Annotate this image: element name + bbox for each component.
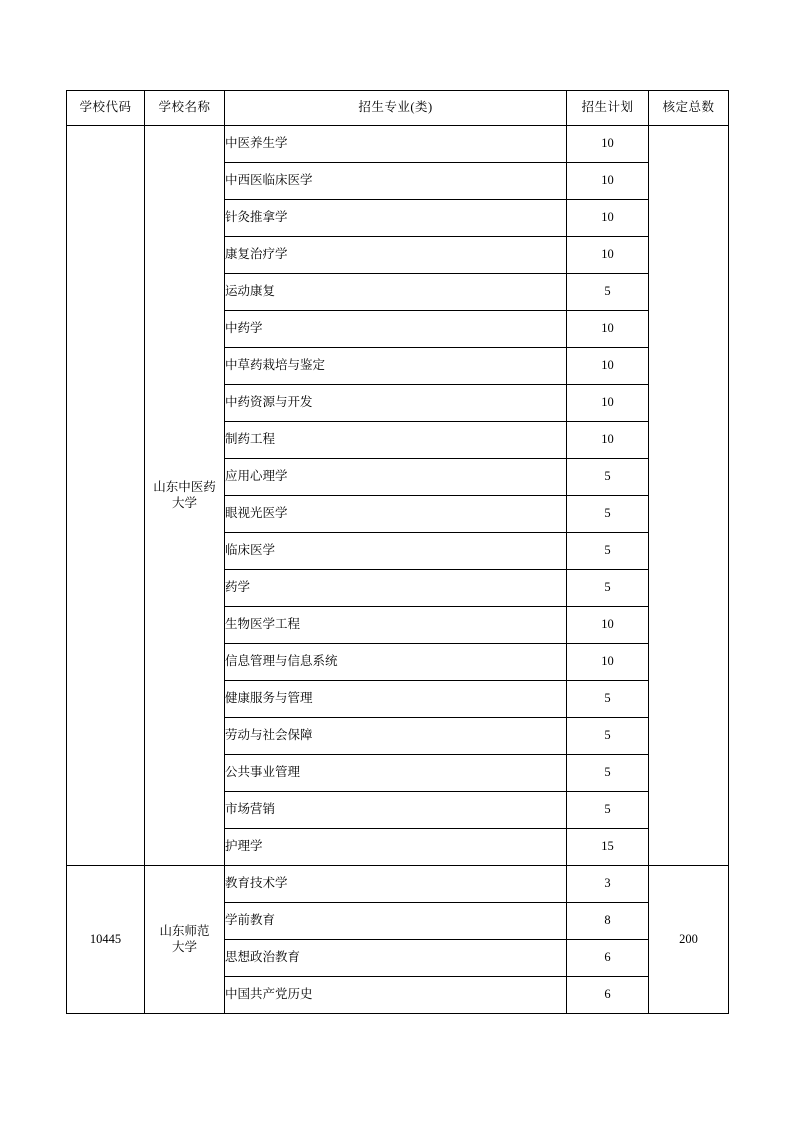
column-header-total: 核定总数 xyxy=(649,91,729,126)
plan-cell: 10 xyxy=(567,422,649,459)
school-name-line1: 山东中医药 xyxy=(153,479,216,494)
plan-cell: 6 xyxy=(567,940,649,977)
plan-cell: 10 xyxy=(567,607,649,644)
school-name-cell xyxy=(145,866,225,1014)
major-cell: 药学 xyxy=(225,570,567,607)
school-name-line2: 大学 xyxy=(171,939,197,954)
column-header-plan: 招生计划 xyxy=(567,91,649,126)
plan-cell: 10 xyxy=(567,348,649,385)
plan-cell: 10 xyxy=(567,311,649,348)
plan-cell: 10 xyxy=(567,385,649,422)
major-cell: 中医养生学 xyxy=(225,126,567,163)
plan-cell: 5 xyxy=(567,718,649,755)
major-cell: 应用心理学 xyxy=(225,459,567,496)
plan-cell: 10 xyxy=(567,126,649,163)
major-cell: 中草药栽培与鉴定 xyxy=(225,348,567,385)
plan-cell: 15 xyxy=(567,829,649,866)
column-header-major: 招生专业(类) xyxy=(225,91,567,126)
plan-cell: 5 xyxy=(567,496,649,533)
school-code-cell: 10445 xyxy=(67,866,145,1014)
total-cell xyxy=(649,126,729,866)
plan-cell: 5 xyxy=(567,274,649,311)
major-cell: 临床医学 xyxy=(225,533,567,570)
plan-cell: 8 xyxy=(567,903,649,940)
plan-cell: 5 xyxy=(567,681,649,718)
school-name-line1: 山东师范 xyxy=(159,923,210,938)
major-cell: 生物医学工程 xyxy=(225,607,567,644)
plan-cell: 10 xyxy=(567,200,649,237)
plan-cell: 10 xyxy=(567,644,649,681)
major-cell: 运动康复 xyxy=(225,274,567,311)
total-cell: 200 xyxy=(649,866,729,1014)
major-cell: 信息管理与信息系统 xyxy=(225,644,567,681)
plan-cell: 5 xyxy=(567,459,649,496)
major-cell: 制药工程 xyxy=(225,422,567,459)
table-header-row xyxy=(67,91,729,126)
column-header-school-code: 学校代码 xyxy=(67,91,145,126)
table-body xyxy=(67,126,729,1014)
school-name-line2: 大学 xyxy=(171,495,197,510)
plan-cell: 10 xyxy=(567,237,649,274)
major-cell: 市场营销 xyxy=(225,792,567,829)
column-header-school-name: 学校名称 xyxy=(145,91,225,126)
table-row xyxy=(67,126,729,163)
major-cell: 学前教育 xyxy=(225,903,567,940)
major-cell: 中药资源与开发 xyxy=(225,385,567,422)
major-cell: 思想政治教育 xyxy=(225,940,567,977)
major-cell: 眼视光医学 xyxy=(225,496,567,533)
major-cell: 健康服务与管理 xyxy=(225,681,567,718)
major-cell: 劳动与社会保障 xyxy=(225,718,567,755)
major-cell: 中西医临床医学 xyxy=(225,163,567,200)
major-cell: 康复治疗学 xyxy=(225,237,567,274)
plan-cell: 6 xyxy=(567,977,649,1014)
plan-cell: 5 xyxy=(567,755,649,792)
school-code-cell xyxy=(67,126,145,866)
school-name-cell xyxy=(145,126,225,866)
plan-cell: 5 xyxy=(567,533,649,570)
table-header xyxy=(67,91,729,126)
major-cell: 中国共产党历史 xyxy=(225,977,567,1014)
major-cell: 针灸推拿学 xyxy=(225,200,567,237)
major-cell: 护理学 xyxy=(225,829,567,866)
plan-cell: 10 xyxy=(567,163,649,200)
table-row xyxy=(67,866,729,903)
major-cell: 中药学 xyxy=(225,311,567,348)
plan-cell: 3 xyxy=(567,866,649,903)
major-cell: 公共事业管理 xyxy=(225,755,567,792)
major-cell: 教育技术学 xyxy=(225,866,567,903)
plan-cell: 5 xyxy=(567,570,649,607)
enrollment-plan-table xyxy=(66,90,729,1014)
plan-cell: 5 xyxy=(567,792,649,829)
